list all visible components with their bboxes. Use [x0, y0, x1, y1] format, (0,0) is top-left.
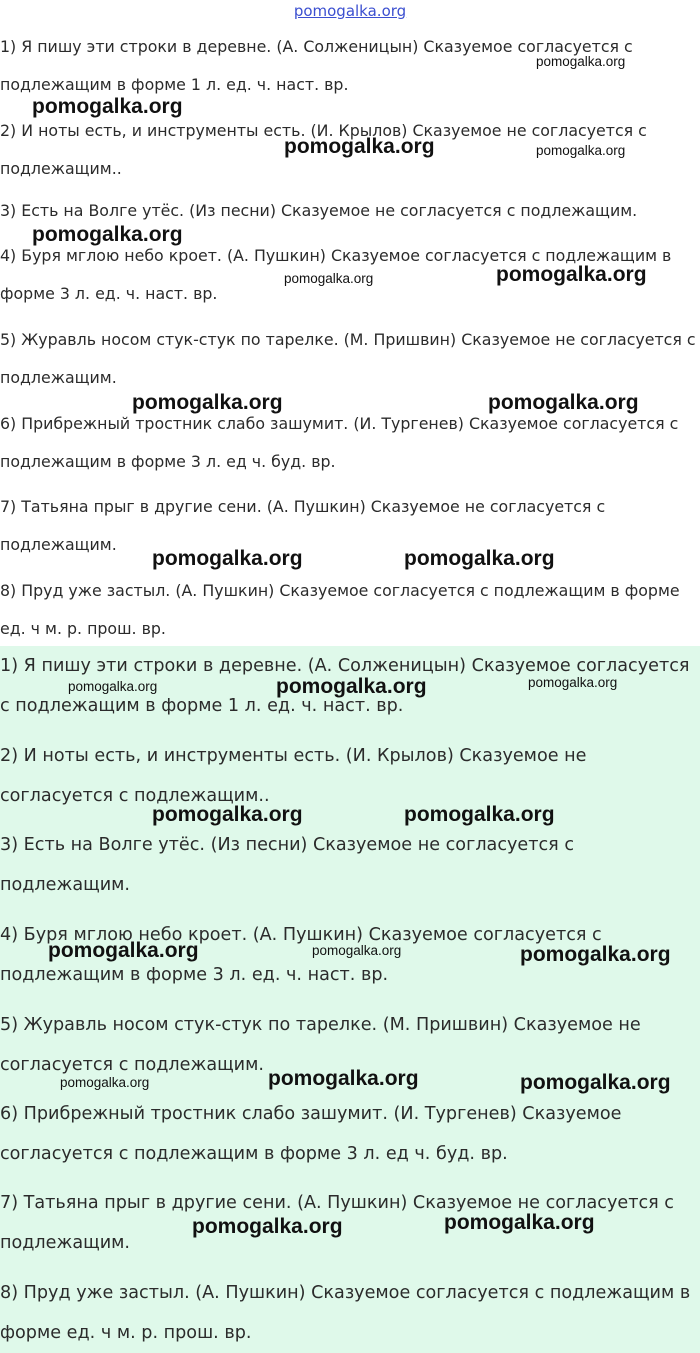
answer-item-5: 5) Журавль носом стук-стук по тарелке. (М. Пришвин) Сказуемое не согласуется с подлежащим.	[0, 1015, 641, 1075]
answer-item-4: 4) Буря мглою небо кроет. (А. Пушкин) Сказуемое согласуется с подлежащим в форме 3 л. ед. ч. наст. вр.	[0, 246, 672, 303]
answer-item-6: 6) Прибрежный тростник слабо зашумит. (И. Тургенев) Сказуемое согласуется с подлежащим в форме 3 л. ед ч. буд. вр.	[0, 1104, 622, 1164]
watermark: pomogalka.org	[68, 679, 158, 694]
watermark: pomogalka.org	[488, 391, 639, 414]
watermark: pomogalka.org	[192, 1215, 343, 1238]
answer-item-8: 8) Пруд уже застыл. (А. Пушкин) Сказуемое согласуется с подлежащим в форме ед. ч м. р. прош. вр.	[0, 1283, 691, 1343]
watermark: pomogalka.org	[404, 803, 555, 826]
answer-item-7: 7) Татьяна прыг в другие сени. (А. Пушкин) Сказуемое не согласуется с подлежащим.	[0, 497, 606, 554]
watermark: pomogalka.org	[536, 54, 626, 69]
watermark: pomogalka.org	[404, 547, 555, 570]
answer-item-6: 6) Прибрежный тростник слабо зашумит. (И. Тургенев) Сказуемое согласуется с подлежащим в форме 3 л. ед ч. буд. вр.	[0, 414, 679, 471]
answer-item-5: 5) Журавль носом стук-стук по тарелке. (М. Пришвин) Сказуемое не согласуется с подлежащим.	[0, 330, 696, 387]
answer-item-3: 3) Есть на Волге утёс. (Из песни) Сказуемое не согласуется с подлежащим.	[0, 201, 638, 220]
answer-item-3: 3) Есть на Волге утёс. (Из песни) Сказуемое не согласуется с подлежащим.	[0, 835, 575, 895]
watermark: pomogalka.org	[528, 675, 618, 690]
site-watermark-header[interactable]: pomogalka.org	[293, 2, 407, 20]
answer-item-2: 2) И ноты есть, и инструменты есть. (И. Крылов) Сказуемое не согласуется с подлежащим..	[0, 746, 587, 806]
watermark: pomogalka.org	[284, 135, 435, 158]
watermark: pomogalka.org	[312, 943, 402, 958]
answer-item-8: 8) Пруд уже застыл. (А. Пушкин) Сказуемое согласуется с подлежащим в форме ед. ч м. р. прош. вр.	[0, 581, 680, 638]
answer-section-plain	[0, 24, 700, 646]
watermark: pomogalka.org	[132, 391, 283, 414]
watermark: pomogalka.org	[152, 547, 303, 570]
watermark: pomogalka.org	[520, 943, 671, 966]
watermark: pomogalka.org	[536, 143, 626, 158]
watermark: pomogalka.org	[284, 271, 374, 286]
watermark: pomogalka.org	[32, 223, 183, 246]
watermark: pomogalka.org	[60, 1075, 150, 1090]
watermark: pomogalka.org	[520, 1071, 671, 1094]
answer-item-7: 7) Татьяна прыг в другие сени. (А. Пушкин) Сказуемое не согласуется с подлежащим.	[0, 1193, 674, 1253]
answer-section-highlighted	[0, 646, 700, 1353]
watermark: pomogalka.org	[268, 1067, 419, 1090]
watermark: pomogalka.org	[444, 1211, 595, 1234]
watermark: pomogalka.org	[48, 939, 199, 962]
answer-item-4: 4) Буря мглою небо кроет. (А. Пушкин) Сказуемое согласуется с подлежащим в форме 3 л. ед. ч. наст. вр.	[0, 925, 602, 985]
watermark: pomogalka.org	[32, 95, 183, 118]
watermark: pomogalka.org	[152, 803, 303, 826]
watermark: pomogalka.org	[496, 263, 647, 286]
answer-item-1: 1) Я пишу эти строки в деревне. (А. Солженицын) Сказуемое согласуется с подлежащим в форме 1 л. ед. ч. наст. вр.	[0, 656, 690, 716]
watermark: pomogalka.org	[276, 675, 427, 698]
answer-item-2: 2) И ноты есть, и инструменты есть. (И. Крылов) Сказуемое не согласуется с подлежащим..	[0, 121, 647, 178]
answer-item-1: 1) Я пишу эти строки в деревне. (А. Солженицын) Сказуемое согласуется с подлежащим в форме 1 л. ед. ч. наст. вр.	[0, 37, 633, 94]
